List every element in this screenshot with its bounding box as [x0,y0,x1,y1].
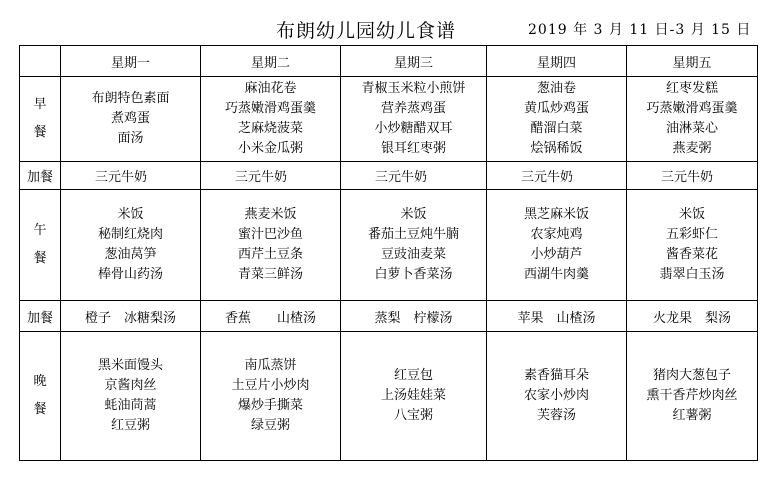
dish: 芙蓉汤 [536,408,576,423]
dish: 黄瓜炒鸡蛋 [523,101,589,116]
dish: 素香猫耳朵 [523,368,589,383]
menu-cell [61,77,201,162]
dish: 燕麦粥 [672,141,712,156]
menu-cell [341,77,487,162]
dish: 麻油花卷 [244,81,297,96]
meal-label-breakfast: 早 餐 [20,77,61,162]
dish: 油淋菜心 [665,121,718,136]
dish: 农家炖鸡 [530,227,583,242]
dish: 翡翠白玉汤 [659,267,725,282]
snack-cell: 香蕉 山楂汤 [201,301,341,332]
dish: 酱香菜花 [665,247,718,262]
date-range: 2019 年 3 月 11 日-3 月 15 日 [528,22,752,38]
dish: 上汤娃娃菜 [380,388,446,403]
dish: 面汤 [117,131,144,146]
snack-cell: 蒸梨 柠檬汤 [341,301,487,332]
dish: 豆豉油麦菜 [380,247,446,262]
dish: 米饭 [678,207,705,222]
menu-cell [487,77,627,162]
dish: 番茄土豆炖牛腩 [367,227,459,242]
dish: 燕麦米饭 [244,207,297,222]
day-header: 星期五 [627,46,758,77]
snack-cell: 三元牛奶 [341,162,487,190]
dish: 八宝粥 [393,408,433,423]
dish: 银耳红枣粥 [380,141,446,156]
day-header: 星期四 [487,46,627,77]
day-header: 星期二 [201,46,341,77]
dish: 小炒葫芦 [530,247,583,262]
snack-am-row [20,162,758,190]
menu-table [19,45,758,461]
snack-cell: 橙子 冰糖梨汤 [61,301,201,332]
day-header: 星期三 [341,46,487,77]
dish: 熏干香芹炒肉丝 [646,388,738,403]
dish: 黑米面馒头 [97,358,163,373]
snack-cell: 三元牛奶 [627,162,758,190]
menu-cell [627,332,758,461]
dish: 西湖牛肉羹 [523,267,589,282]
dish: 爆炒手撕菜 [237,398,303,413]
menu-cell [341,332,487,461]
dish: 烩锅稀饭 [530,141,583,156]
menu-cell [201,77,341,162]
snack-cell: 苹果 山楂汤 [487,301,627,332]
dish: 米饭 [400,207,427,222]
dish: 猪肉大葱包子 [652,368,731,383]
snack-pm-row [20,301,758,332]
menu-cell [627,77,758,162]
menu-cell [61,332,201,461]
lunch-row [20,190,758,301]
dinner-row [20,332,758,461]
dish: 棒骨山药汤 [97,267,163,282]
menu-cell [487,190,627,301]
dish: 红豆包 [393,368,433,383]
dish: 绿豆粥 [250,418,290,433]
dish: 西芹土豆条 [237,247,303,262]
menu-cell [627,190,758,301]
dish: 南瓜蒸饼 [244,358,297,373]
dish: 煮鸡蛋 [110,111,150,126]
snack-cell: 三元牛奶 [487,162,627,190]
day-header: 星期一 [61,46,201,77]
dish: 青椒玉米粒小煎饼 [361,81,466,96]
dish: 红薯粥 [672,408,712,423]
meal-label-snack-pm: 加餐 [20,301,61,332]
dish: 农家小炒肉 [523,388,589,403]
dish: 黑芝麻米饭 [523,207,589,222]
dish: 米饭 [117,207,144,222]
dish: 巧蒸嫩滑鸡蛋羹 [224,101,316,116]
menu-cell [61,190,201,301]
dish: 土豆片小炒肉 [231,378,310,393]
menu-cell [201,190,341,301]
dish: 红枣发糕 [665,81,718,96]
snack-cell: 三元牛奶 [201,162,341,190]
dish: 小米金瓜粥 [237,141,303,156]
dish: 营养蒸鸡蛋 [380,101,446,116]
dish: 蜜汁巴沙鱼 [237,227,303,242]
menu-cell [201,332,341,461]
dish: 巧蒸嫩滑鸡蛋羹 [646,101,738,116]
snack-cell: 火龙果 梨汤 [627,301,758,332]
dish: 青菜三鲜汤 [237,267,303,282]
dish: 葱油莴笋 [104,247,157,262]
meal-label-lunch: 午 餐 [20,190,61,301]
snack-cell: 三元牛奶 [61,162,201,190]
meal-label-dinner: 晚 餐 [20,332,61,461]
dish: 芝麻烧菠菜 [237,121,303,136]
menu-cell [341,190,487,301]
dish: 布朗特色素面 [91,91,170,106]
dish: 葱油卷 [536,81,576,96]
dish: 五彩虾仁 [665,227,718,242]
dish: 醋溜白菜 [530,121,583,136]
menu-cell [487,332,627,461]
dish: 京酱肉丝 [104,378,157,393]
corner-cell [20,46,61,77]
header-row [20,46,758,77]
dish: 白萝卜香菜汤 [374,267,453,282]
page-title: 布朗幼儿园幼儿食谱 [276,20,457,42]
dish: 红豆粥 [110,418,150,433]
meal-label-snack-am: 加餐 [20,162,61,190]
breakfast-row [20,77,758,162]
dish: 秘制红烧肉 [97,227,163,242]
dish: 小炒糖醋双耳 [374,121,453,136]
dish: 蚝油茼蒿 [104,398,157,413]
